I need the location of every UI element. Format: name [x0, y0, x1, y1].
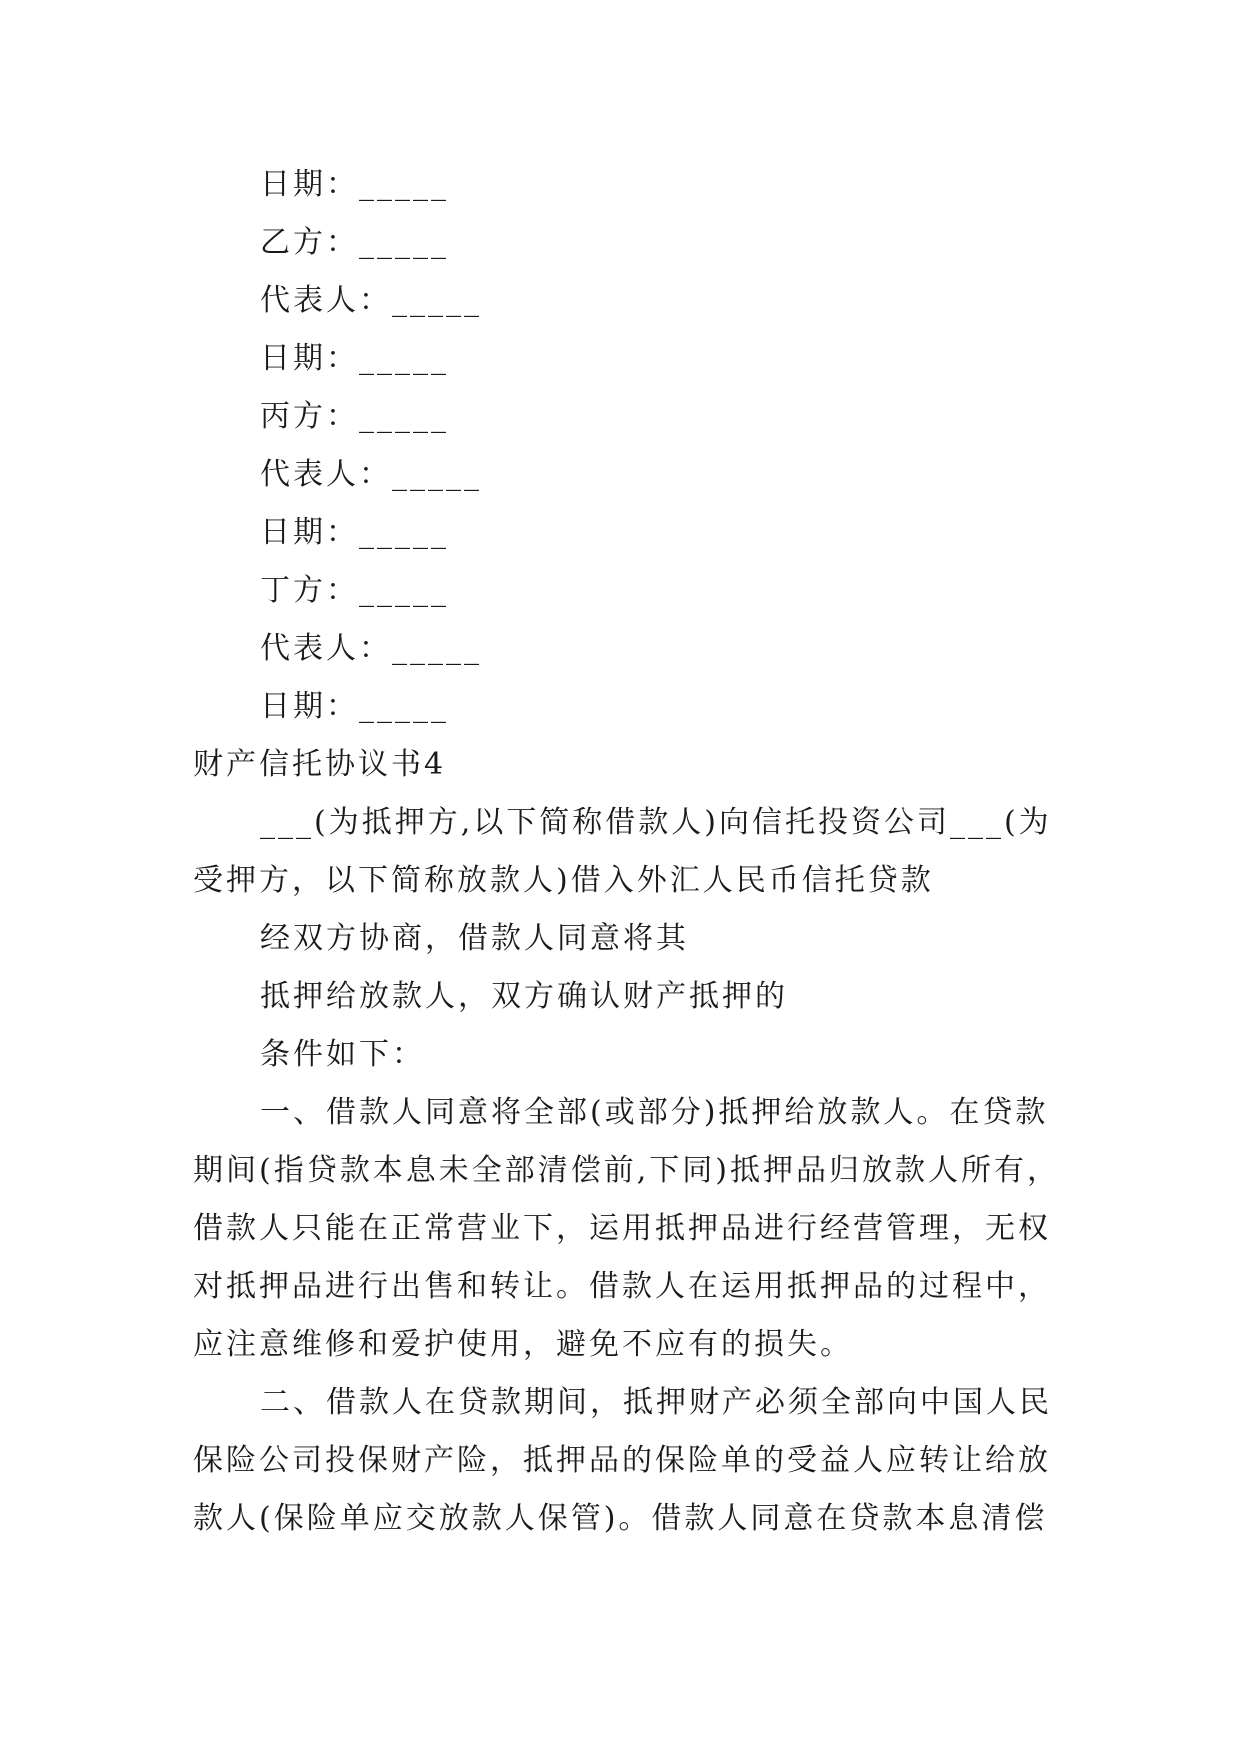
signature-line-representative: 代表人：_____ — [260, 457, 482, 492]
signature-line-representative: 代表人：_____ — [260, 631, 482, 666]
signature-line-party-b: 乙方：_____ — [260, 225, 449, 260]
section-title: 财产信托协议书4 — [193, 747, 447, 782]
signature-line-date: 日期：_____ — [260, 167, 449, 202]
clause-line: 对抵押品进行出售和转让。借款人在运用抵押品的过程中， — [193, 1269, 1051, 1304]
paragraph-line: 抵押给放款人，双方确认财产抵押的 — [260, 979, 788, 1014]
signature-line-party-c: 丙方：_____ — [260, 399, 449, 434]
clause-line: 款人(保险单应交放款人保管)。借款人同意在贷款本息清偿 — [193, 1501, 1048, 1536]
clause-line: 一、借款人同意将全部(或部分)抵押给放款人。在贷款 — [260, 1095, 1049, 1130]
paragraph-line: 条件如下： — [260, 1037, 425, 1072]
paragraph-line: 经双方协商，借款人同意将其 — [260, 921, 689, 956]
clause-line: 期间(指贷款本息未全部清偿前,下同)抵押品归放款人所有， — [193, 1153, 1060, 1188]
signature-line-representative: 代表人：_____ — [260, 283, 482, 318]
clause-line: 借款人只能在正常营业下，运用抵押品进行经营管理，无权 — [193, 1211, 1051, 1246]
signature-line-date: 日期：_____ — [260, 689, 449, 724]
paragraph-line: 受押方，以下简称放款人)借入外汇人民币信托贷款 — [193, 863, 934, 898]
clause-line: 应注意维修和爱护使用，避免不应有的损失。 — [193, 1327, 853, 1362]
clause-line: 保险公司投保财产险，抵押品的保险单的受益人应转让给放 — [193, 1443, 1051, 1478]
signature-line-party-d: 丁方：_____ — [260, 573, 449, 608]
paragraph-line: ___(为抵押方,以下简称借款人)向信托投资公司___(为 — [260, 805, 1052, 840]
signature-line-date: 日期：_____ — [260, 341, 449, 376]
clause-line: 二、借款人在贷款期间，抵押财产必须全部向中国人民 — [260, 1385, 1052, 1420]
signature-line-date: 日期：_____ — [260, 515, 449, 550]
